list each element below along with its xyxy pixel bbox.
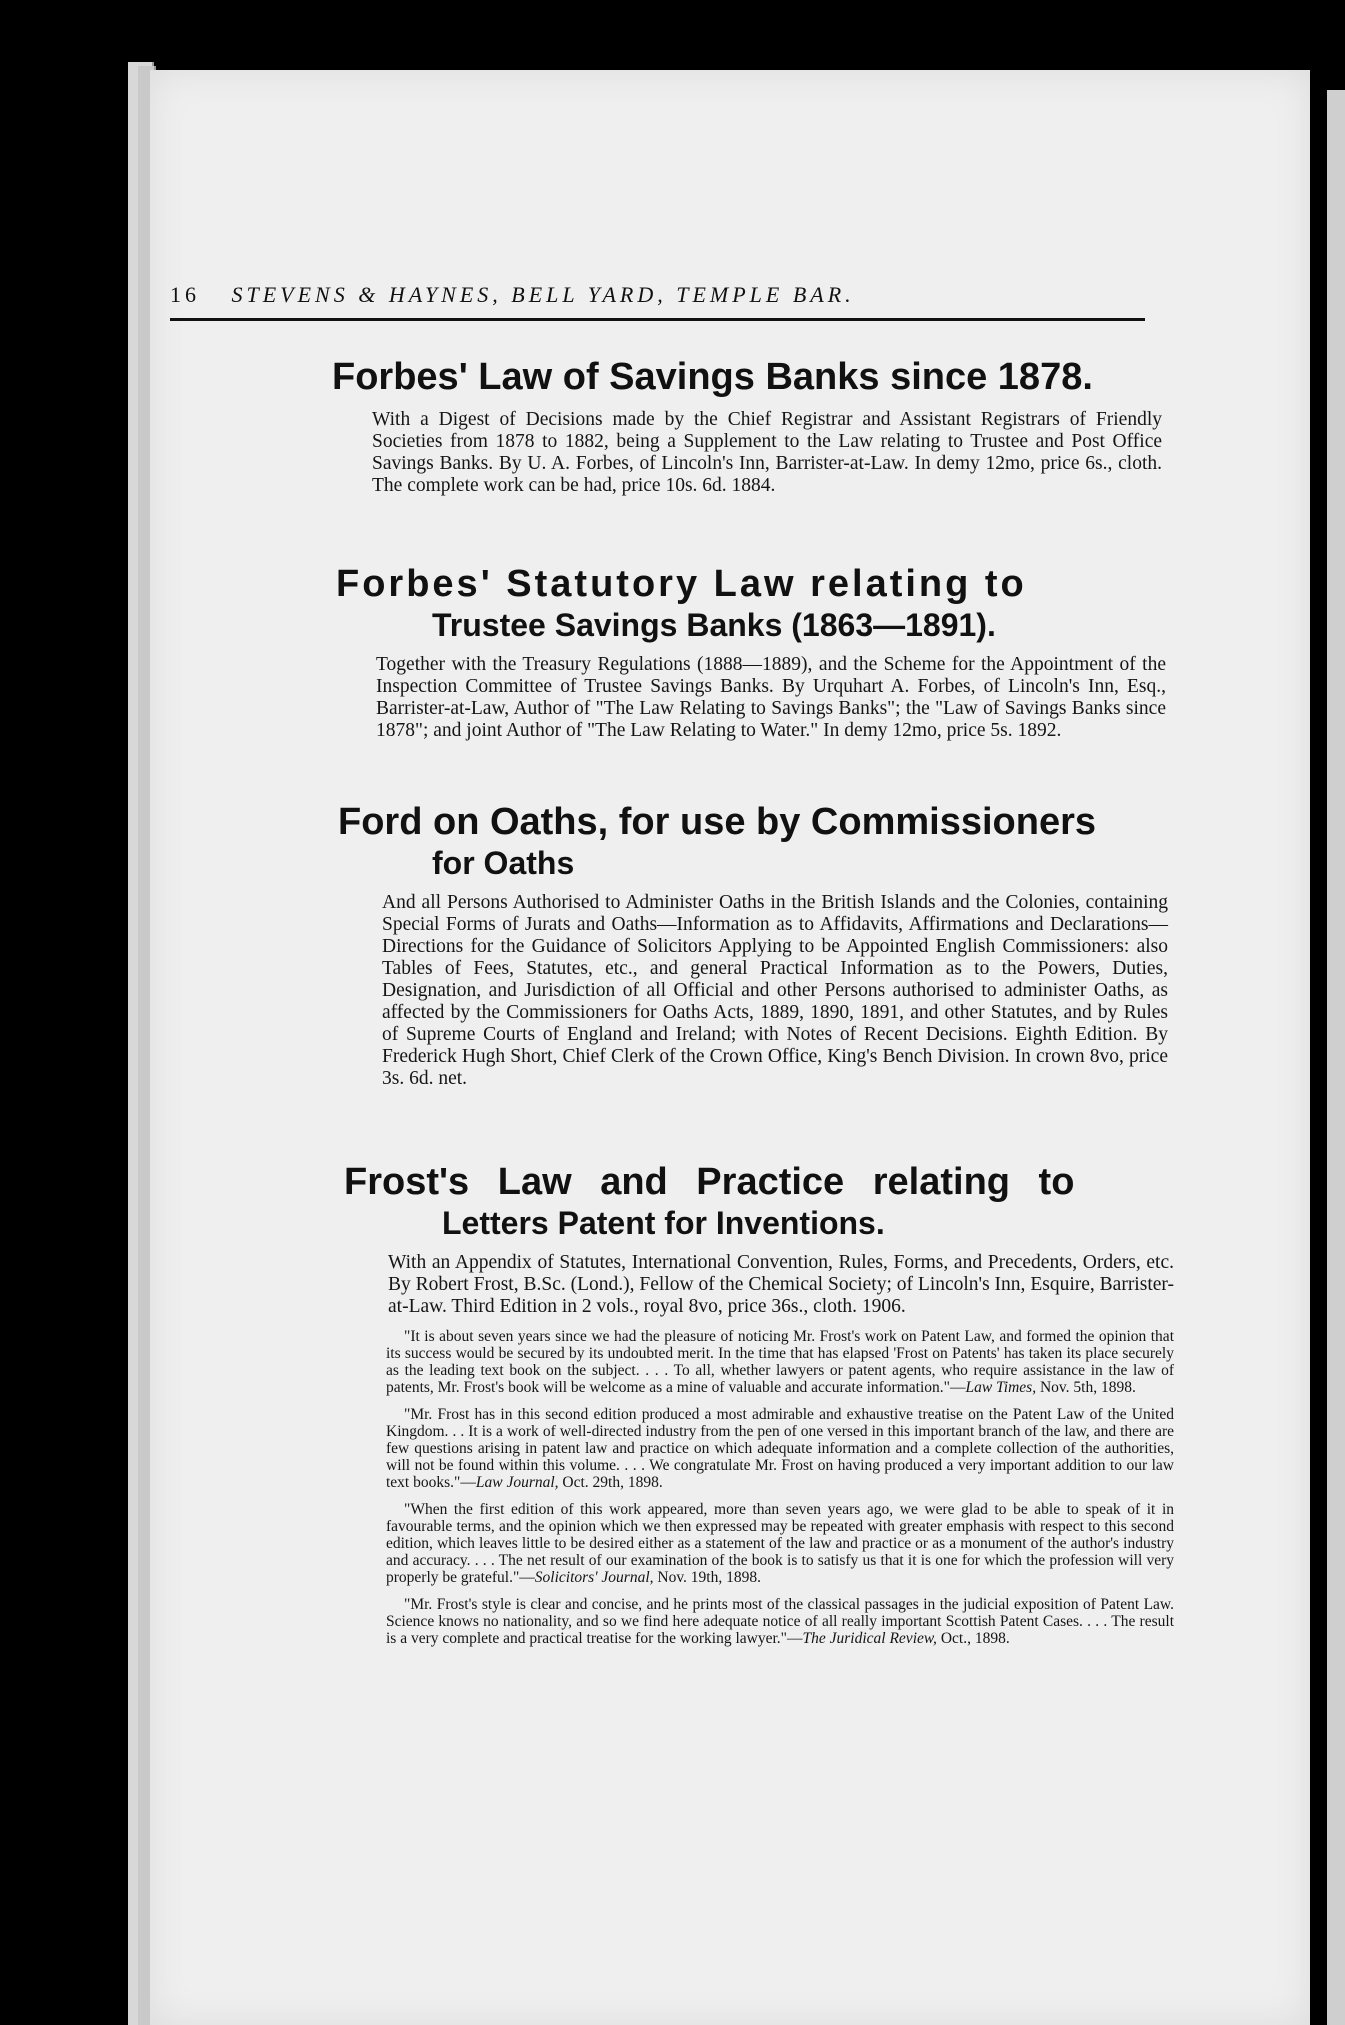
entry-subheading: Letters Patent for Inventions. [442,1205,885,1241]
review-law-journal: "Mr. Frost has in this second edition produced a most admirable and exhaustive treatise on the Patent Law of the United Kingdom. . . It is a work of well-directed industry from the pen of one versed in this important branch of the law, and there are few questions arising in patent law and practice on which adequate information and a complete collection of the authorities, will not be found within this volume. . . . We congratulate Mr. Frost on having produced a very important addition to our law text books."—Law Journal, Oct. 29th, 1898. [386,1406,1174,1491]
review-source: Solicitors' Journal, [534,1569,654,1586]
review-source: The Juridical Review, [802,1630,937,1647]
entry-heading: Ford on Oaths, for use by Commissioners [338,801,1097,843]
publisher-line: STEVENS & HAYNES, BELL YARD, TEMPLE BAR. [231,282,855,307]
running-head [170,282,1145,321]
entry-forbes-statutory-law [336,562,1166,742]
review-solicitors-journal: "When the first edition of this work appeared, more than seven years ago, we were glad to be able to speak of it in favourable terms, and the opinion which we then expressed may be repeated with greater emphasis with respect to this second edition, which leaves little to be desired either as a statement of the law and practice or as a monument of the author's industry and accuracy. . . . The net result of our examination of the book is to satisfy us that it is one for which the profession will very properly be grateful."—Solicitors' Journal, Nov. 19th, 1898. [386,1501,1174,1586]
review-source: Law Journal, [475,1474,559,1491]
review-source: Law Times, [965,1379,1037,1396]
entry-body: With a Digest of Decisions made by the Chief Registrar and Assistant Registrars of Friendly Societies from 1878 to 1882, being a Supplement to the Law relating to Trustee and Post Office Savings Banks. By U. A. Forbes, of Lincoln's Inn, Barrister-at-Law. In demy 12mo, price 6s., cloth. The complete work can be had, price 10s. 6d. 1884. [372,409,1162,496]
entry-ford-on-oaths [338,800,1168,1090]
page-number: 16 [170,282,200,307]
entry-body: With an Appendix of Statutes, International Convention, Rules, Forms, and Precedents, Orders, etc. By Robert Frost, B.Sc. (Lond.), Fellow of the Chemical Society; of Lincoln's Inn, Esquire, Barrister-at-Law. Third Edition in 2 vols., royal 8vo, price 36s., cloth. 1906. [388,1252,1174,1317]
entry-heading: Forbes' Law of Savings Banks since 1878. [332,356,1093,398]
entry-subheading: Trustee Savings Banks (1863—1891). [432,607,996,643]
entry-heading: Frost's Law and Practice relating to [344,1161,1075,1203]
review-juridical-review: "Mr. Frost's style is clear and concise, and he prints most of the classical passages in the judicial exposition of Patent Law. Science knows no nationality, and so we find here adequate notice of all really important Scottish Patent Cases. . . . The result is a very complete and practical treatise for the working lawyer."—The Juridical Review, Oct., 1898. [386,1596,1174,1647]
page-right-edge [1327,90,1345,2025]
entry-body: Together with the Treasury Regulations (1888—1889), and the Scheme for the Appointment of the Inspection Committee of Trustee Savings Banks. By Urquhart A. Forbes, of Lincoln's Inn, Esq., Barrister-at-Law, Author of "The Law Relating to Savings Banks"; the "Law of Savings Banks since 1878"; and joint Author of "The Law Relating to Water." In demy 12mo, price 5s. 1892. [376,654,1166,741]
entry-heading: Forbes' Statutory Law relating to [336,563,1027,605]
entry-forbes-savings-banks [332,355,1162,497]
entry-body: And all Persons Authorised to Administer Oaths in the British Islands and the Colonies, containing Special Forms of Jurats and Oaths—Information as to Affidavits, Affirmations and Declarations—Directions for the Guidance of Solicitors Applying to be Appointed English Commissioners: also Tables of Fees, Statutes, etc., and general Practical Information as to the Powers, Duties, Designation, and Jurisdiction of all Official and other Persons authorised to administer Oaths, as affected by the Commissioners for Oaths Acts, 1889, 1890, 1891, and other Statutes, and by Rules of Supreme Courts of England and Ireland; with Notes of Recent Decisions. Eighth Edition. By Frederick Hugh Short, Chief Clerk of the Crown Office, King's Bench Division. In crown 8vo, price 3s. 6d. net. [382,892,1168,1089]
entry-subheading: for Oaths [432,845,575,881]
review-law-times: "It is about seven years since we had the pleasure of noticing Mr. Frost's work on Patent Law, and formed the opinion that its success would be secured by its undoubted merit. In the time that has elapsed 'Frost on Patents' has taken its place securely as the leading text book on the subject. . . . To all, whether lawyers or patent agents, who require assistance in the law of patents, Mr. Frost's book will be welcome as a mine of valuable and accurate information."—Law Times, Nov. 5th, 1898. [386,1328,1174,1396]
press-reviews [386,1328,1174,1647]
entry-frost-letters-patent [344,1160,1174,1647]
